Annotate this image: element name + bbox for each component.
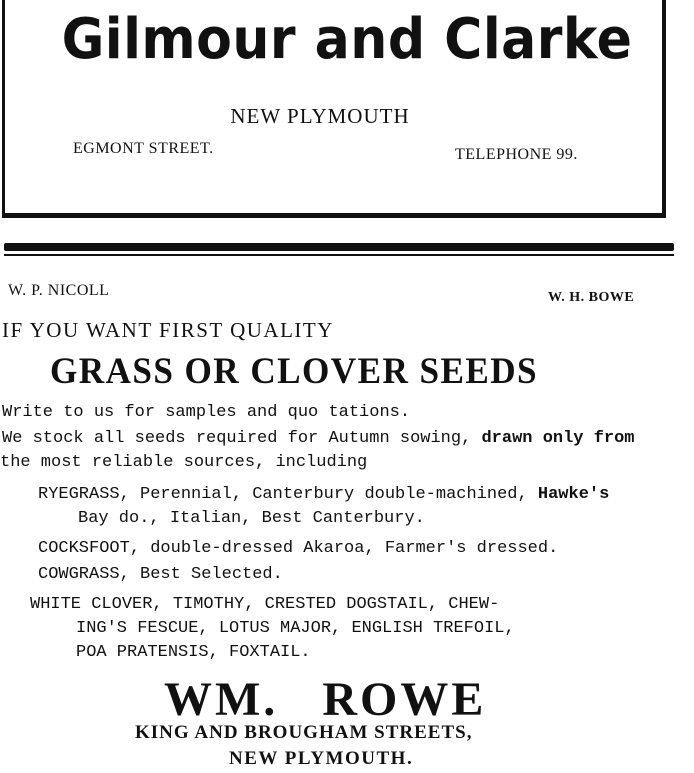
street-address: EGMONT STREET. — [73, 140, 214, 157]
body-line-2 — [2, 428, 635, 450]
ryegrass-text: RYEGRASS, Perennial, Canterbury double-machined, — [38, 485, 538, 504]
divider-rule-thin — [4, 254, 674, 256]
merchant-first: WM. — [164, 673, 279, 726]
firm-title: Gilmour and Clarke — [61, 7, 633, 72]
merchant-name — [164, 672, 486, 727]
ryegrass-bold: Hawke's — [537, 485, 610, 504]
merchant-last: ROWE — [322, 673, 487, 726]
clover-line-2: ING'S FESCUE, LOTUS MAJOR, ENGLISH TREFOIL, — [76, 619, 515, 638]
cocksfoot-line: COCKSFOOT, double-dressed Akaroa, Farmer's dressed. — [38, 539, 559, 558]
headline: GRASS OR CLOVER SEEDS — [50, 351, 538, 392]
location-line: NEW PLYMOUTH — [230, 104, 410, 128]
partner-name-right: W. H. BOWE — [548, 290, 635, 305]
divider-rule — [4, 243, 674, 251]
ryegrass-line-2: Bay do., Italian, Best Canterbury. — [78, 509, 425, 528]
merchant-city: NEW PLYMOUTH. — [229, 748, 414, 769]
partner-name-left: W. P. NICOLL — [8, 282, 110, 299]
body-line-1: Write to us for samples and quo tations. — [2, 403, 411, 422]
cowgrass-line: COWGRASS, Best Selected. — [38, 565, 283, 584]
clover-line-3: POA PRATENSIS, FOXTAIL. — [76, 643, 311, 662]
clover-line-1: WHITE CLOVER, TIMOTHY, CRESTED DOGSTAIL, CHEW- — [30, 595, 500, 614]
merchant-address: KING AND BROUGHAM STREETS, — [135, 722, 473, 743]
body-line-2-bold: drawn only from — [481, 429, 635, 448]
telephone-number: TELEPHONE 99. — [455, 146, 578, 163]
body-line-2-text: We stock all seeds required for Autumn sowing, — [2, 429, 482, 448]
ryegrass-line-1 — [38, 484, 609, 506]
body-line-3: the most reliable sources, including — [0, 453, 368, 472]
intro-line: IF YOU WANT FIRST QUALITY — [2, 318, 334, 342]
